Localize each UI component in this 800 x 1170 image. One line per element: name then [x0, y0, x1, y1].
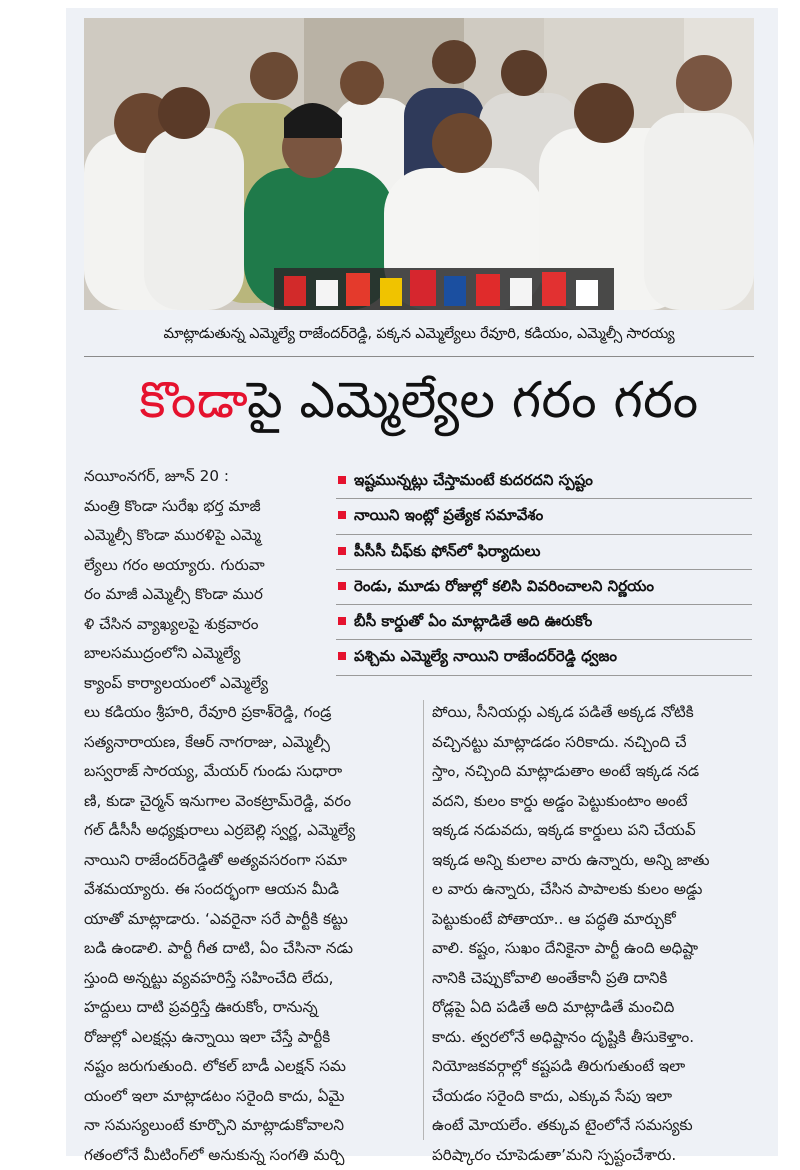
highlight-text: ఇష్టమున్నట్లు చేస్తామంటే కుదరదని స్పష్టం — [354, 464, 752, 497]
bullet-square-icon — [338, 652, 346, 660]
article-line: రం మాజీ ఎమ్మెల్సీ కొండా ముర — [84, 580, 328, 610]
article-column-intro — [84, 462, 328, 698]
article-line: నాయిని రాజేందర్‌రెడ్డితో అత్యవసరంగా సమా — [84, 846, 416, 876]
article-line: వాలి. కష్టం, సుఖం దేనికైనా పార్టీ ఉంది అధిష్టా — [432, 934, 766, 964]
press-conference-photo — [84, 18, 754, 310]
article-line: రోడ్లపై ఏది పడితే అది మాట్లాడితే మంచిది — [432, 993, 766, 1023]
article-line: క్యాంప్‌ కార్యాలయంలో ఎమ్మెల్యే — [84, 669, 328, 699]
headline-rest: పై ఎమ్మెల్యేల గరం గరం — [247, 371, 699, 429]
article-line: వదని, కులం కార్డు అడ్డం పెట్టుకుంటాం అంటే — [432, 787, 766, 817]
article-line: హద్దులు దాటి ప్రవర్తిస్తే ఊరుకోం, రానున్న — [84, 993, 416, 1023]
article-line: ఇక్కడ అన్ని కులాల వారు ఉన్నారు, అన్ని జాతు — [432, 846, 766, 876]
headline — [84, 360, 754, 440]
article-line: పోయి, సీనియర్లు ఎక్కడ పడితే అక్కడ నోటికి — [432, 698, 766, 728]
highlight-text: బీసీ కార్డుతో ఏం మాట్లాడితే అది ఊరుకోం — [354, 605, 752, 638]
article-line: నియోజకవర్గాల్లో కష్టపడి తిరుగుతుంటే ఇలా — [432, 1052, 766, 1082]
article-line: మంత్రి కొండా సురేఖ భర్త మాజీ — [84, 492, 328, 522]
article-line: యాతో మాట్లాడారు. ‘ఎవరైనా సరే పార్టీకి కట్టు — [84, 905, 416, 935]
article-line: ఉంటే మోయలేం. తక్కువ టైంలోనే సమస్యకు — [432, 1111, 766, 1141]
bullet-square-icon — [338, 547, 346, 555]
column-divider — [423, 700, 424, 1140]
bullet-square-icon — [338, 582, 346, 590]
article-line: నా సమస్యలుంటే కూర్చొని మాట్లాడుకోవాలని — [84, 1111, 416, 1141]
article-line: వేశమయ్యారు. ఈ సందర్భంగా ఆయన మీడి — [84, 875, 416, 905]
article-line: ఇక్కడ నడువదు, ఇక్కడ కార్డులు పని చేయవ్‌ — [432, 816, 766, 846]
highlight-item — [336, 499, 752, 534]
article-line: బడి ఉండాలి. పార్టీ గీత దాటి, ఏం చేసినా నడు — [84, 934, 416, 964]
photo-caption: మాట్లాడుతున్న ఎమ్మెల్యే రాజేందర్‌రెడ్డి, పక్కన ఎమ్మెల్యేలు రేవూరి, కడియం, ఎమ్మెల్సీ సారయ్య — [84, 314, 754, 354]
article-line: గల్‌ డీసీసీ అధ్యక్షురాలు ఎర్రబెల్లి స్వర్ణ, ఎమ్మెల్యే — [84, 816, 416, 846]
group-photo-press-conference-icon — [84, 18, 754, 310]
highlight-text: రెండు, మూడు రోజుల్లో కలిసి వివరించాలని నిర్ణయం — [354, 570, 752, 603]
highlight-item — [336, 570, 752, 605]
highlight-item — [336, 640, 752, 675]
article-line: యంలో ఇలా మాట్లాడటం సరైంది కాదు, ఏమై — [84, 1082, 416, 1112]
article-line: సత్యనారాయణ, కేఆర్‌ నాగరాజు, ఎమ్మెల్సీ — [84, 728, 416, 758]
article-column-right — [432, 698, 766, 1170]
headline-accent: కొండా — [139, 371, 247, 429]
article-line: ఎమ్మెల్సీ కొండా మురళిపై ఎమ్మె — [84, 521, 328, 551]
highlight-text: నాయిని ఇంట్లో ప్రత్యేక సమావేశం — [354, 499, 752, 532]
article-line: పెట్టుకుంటే పోతాయా.. ఆ పద్ధతి మార్చుకో — [432, 905, 766, 935]
article-line: నష్టం జరుగుతుంది. లోకల్‌ బాడీ ఎలక్షన్‌ సమ — [84, 1052, 416, 1082]
highlights-box — [336, 464, 752, 676]
bullet-square-icon — [338, 511, 346, 519]
article-line: స్తాం, నచ్చింది మాట్లాడుతాం అంటే ఇక్కడ నడ — [432, 757, 766, 787]
article-line: నానికి చెప్పుకోవాలి అంతేకానీ ప్రతి దానికి — [432, 964, 766, 994]
article-line: కాదు. త్వరలోనే అధిష్టానం దృష్టికి తీసుకెళ్తాం. — [432, 1023, 766, 1053]
highlight-item — [336, 464, 752, 499]
article-line: చేయడం సరైంది కాదు, ఎక్కువ సేపు ఇలా — [432, 1082, 766, 1112]
article-line: ల వారు ఉన్నారు, చేసిన పాపాలకు కులం అడ్డు — [432, 875, 766, 905]
article-column-left — [84, 698, 416, 1170]
article-line: ల్యేలు గరం అయ్యారు. గురువా — [84, 551, 328, 581]
article-line: రోజుల్లో ఎలక్షన్లు ఉన్నాయి ఇలా చేస్తే పార్టీకి — [84, 1023, 416, 1053]
bullet-square-icon — [338, 476, 346, 484]
article-line: గతంలోనే మీటింగ్‌లో అనుకున్న సంగతి మర్చి — [84, 1141, 416, 1170]
article-line: పరిష్కారం చూపెడుతా’మని స్పష్టంచేశారు. — [432, 1141, 766, 1170]
article-line: ణి, కుడా చైర్మన్‌ ఇనుగాల వెంకట్రామ్‌రెడ్డి, వరం — [84, 787, 416, 817]
bullet-square-icon — [338, 617, 346, 625]
highlight-item — [336, 535, 752, 570]
article-line: బస్వరాజ్‌ సారయ్య, మేయర్‌ గుండు సుధారా — [84, 757, 416, 787]
article-line: లు కడియం శ్రీహరి, రేవూరి ప్రకాశ్‌రెడ్డి, గండ్ర — [84, 698, 416, 728]
article-line: బాలసముద్రంలోని ఎమ్మెల్యే — [84, 639, 328, 669]
caption-divider — [84, 356, 754, 357]
article-line: స్తుంది అన్నట్టు వ్యవహరిస్తే సహించేది లేదు, — [84, 964, 416, 994]
highlight-text: పశ్చిమ ఎమ్మెల్యే నాయిని రాజేందర్‌రెడ్డి ధ్వజం — [354, 640, 752, 673]
article-line: నయీంనగర్‌, జూన్‌ 20 : — [84, 462, 328, 492]
article-line: వచ్చినట్టు మాట్లాడడం సరికాదు. నచ్చింది చే — [432, 728, 766, 758]
highlight-item — [336, 605, 752, 640]
article-line: ళి చేసిన వ్యాఖ్యలపై శుక్రవారం — [84, 610, 328, 640]
highlight-text: పీసీసీ చీఫ్‌కు ఫోన్‌లో ఫిర్యాదులు — [354, 535, 752, 568]
